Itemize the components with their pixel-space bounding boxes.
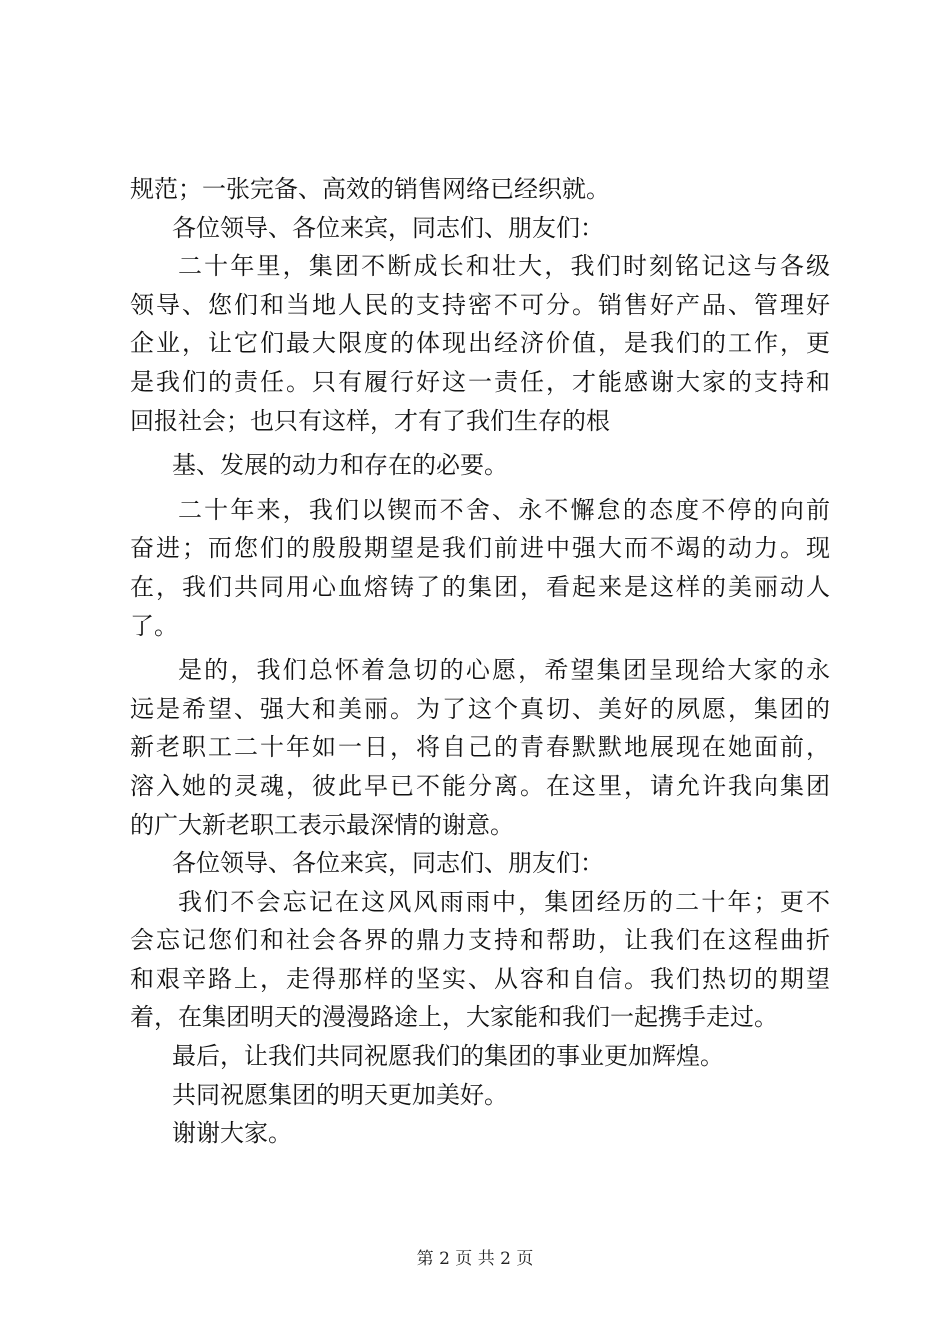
text-line: 会忘记您们和社会各界的鼎力支持和帮助，让我们在这程曲折 <box>130 926 830 955</box>
greeting-line: 各位领导、各位来宾，同志们、朋友们： <box>172 213 604 242</box>
text-line: 溶入她的灵魂，彼此早已不能分离。在这里，请允许我向集团 <box>130 771 830 800</box>
text-line: 了。 <box>130 611 178 640</box>
text-line: 着，在集团明天的漫漫路途上，大家能和我们一起携手走过。 <box>130 1003 778 1032</box>
page-footer: 第 2 页 共 2 页 <box>416 1249 534 1269</box>
text-line: 回报社会；也只有这样，才有了我们生存的根 <box>130 406 610 435</box>
text-line: 基、发展的动力和存在的必要。 <box>172 451 508 480</box>
text-line: 二十年来，我们以锲而不舍、永不懈怠的态度不停的向前 <box>178 495 830 524</box>
text-line: 新老职工二十年如一日，将自己的青春默默地展现在她面前， <box>130 733 830 762</box>
text-line: 远是希望、强大和美丽。为了这个真切、美好的夙愿，集团的 <box>130 694 830 723</box>
document-body <box>130 170 830 1153</box>
text-line: 共同祝愿集团的明天更加美好。 <box>172 1080 508 1109</box>
text-line: 企业，让它们最大限度的体现出经济价值，是我们的工作，更 <box>130 329 830 358</box>
text-line: 奋进；而您们的殷殷期望是我们前进中强大而不竭的动力。现 <box>130 534 830 563</box>
closing-line: 谢谢大家。 <box>172 1119 292 1148</box>
text-line: 在，我们共同用心血熔铸了的集团，看起来是这样的美丽动人 <box>130 572 830 601</box>
text-line: 我们不会忘记在这风风雨雨中，集团经历的二十年；更不 <box>178 887 830 916</box>
greeting-line: 各位领导、各位来宾，同志们、朋友们： <box>172 849 604 878</box>
text-line: 领导、您们和当地人民的支持密不可分。销售好产品、管理好 <box>130 290 830 319</box>
text-line: 是的，我们总怀着急切的心愿，希望集团呈现给大家的永 <box>178 656 830 685</box>
text-line: 二十年里，集团不断成长和壮大，我们时刻铭记这与各级 <box>178 252 830 281</box>
text-line: 最后，让我们共同祝愿我们的集团的事业更加辉煌。 <box>172 1042 724 1071</box>
text-line: 的广大新老职工表示最深情的谢意。 <box>130 810 514 839</box>
text-line: 和艰辛路上，走得那样的坚实、从容和自信。我们热切的期望 <box>130 964 830 993</box>
text-line: 是我们的责任。只有履行好这一责任，才能感谢大家的支持和 <box>130 367 830 396</box>
text-line: 规范；一张完备、高效的销售网络已经织就。 <box>130 175 610 203</box>
